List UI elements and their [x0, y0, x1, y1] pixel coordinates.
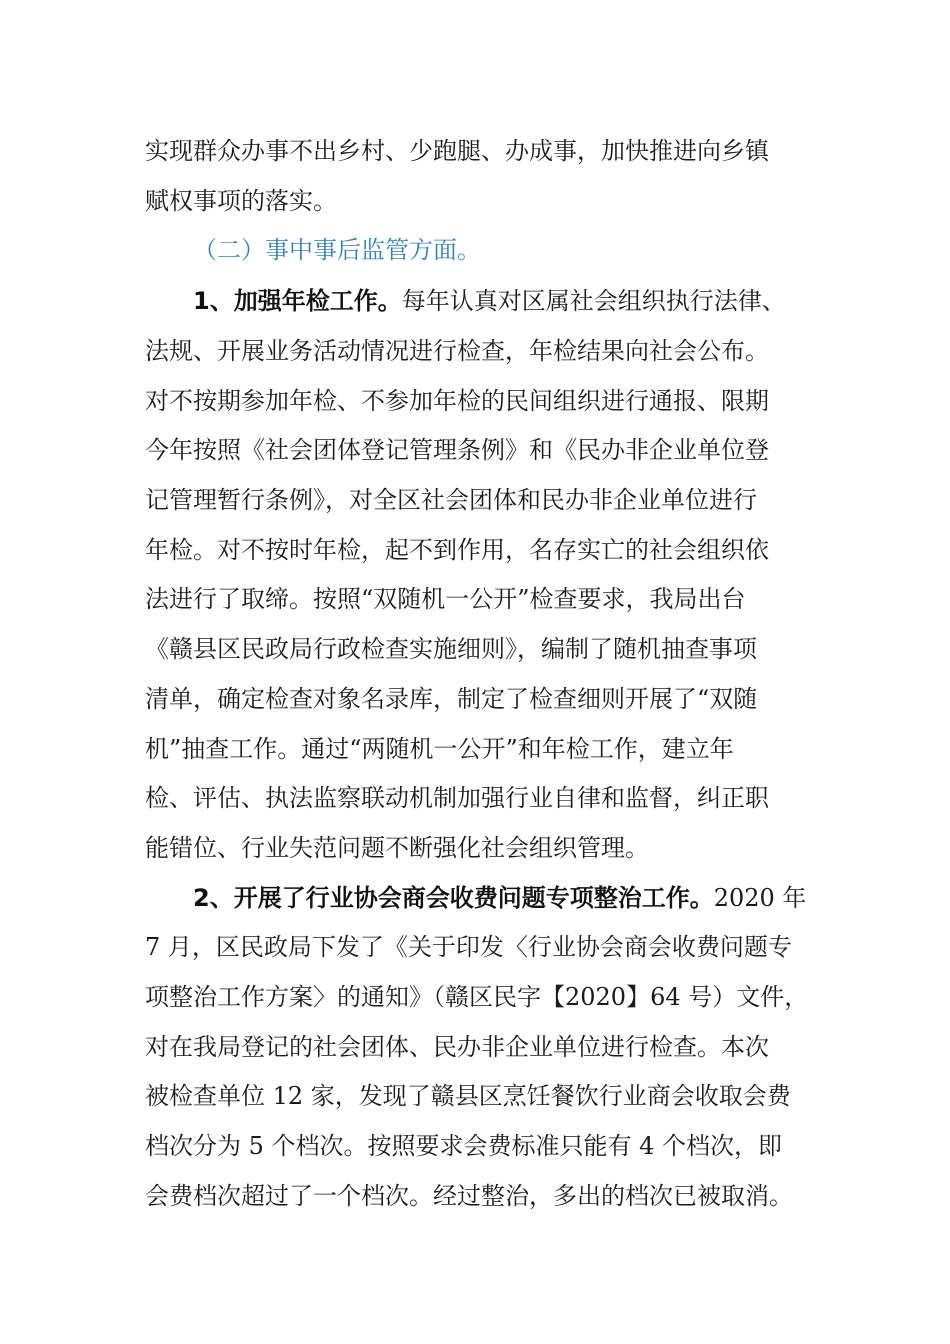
section-heading: （二）事中事后监管方面。: [193, 236, 481, 264]
text-line: 对在我局登记的社会团体、民办非企业单位进行检查。本次: [145, 1033, 769, 1061]
text-line: 赋权事项的落实。: [145, 187, 337, 215]
text-line: 《赣县区民政局行政检查实施细则》，编制了随机抽查事项: [145, 635, 757, 663]
item2-title: 2、开展了行业协会商会收费问题专项整治工作。: [193, 884, 714, 912]
text-line: 法规、开展业务活动情况进行检查，年检结果向社会公布。: [145, 337, 769, 365]
text-line: 机”抽查工作。通过“两随机一公开”和年检工作，建立年: [145, 735, 734, 763]
item1-first-line-text: 每年认真对区属社会组织执行法律、: [401, 287, 786, 315]
text-line: 对不按期参加年检、不参加年检的民间组织进行通报、限期: [145, 387, 769, 415]
text-line: 7 月，区民政局下发了《关于印发〈行业协会商会收费问题专: [145, 933, 792, 961]
item1-title: 1、加强年检工作。: [193, 287, 402, 315]
text-line: 实现群众办事不出乡村、少跑腿、办成事，加快推进向乡镇: [145, 137, 769, 165]
text-line: 会费档次超过了一个档次。经过整治，多出的档次已被取消。: [145, 1182, 793, 1210]
text-line: 记管理暂行条例》，对全区社会团体和民办非企业单位进行: [145, 486, 757, 514]
text-line: 法进行了取缔。按照“双随机一公开”检查要求，我局出台: [145, 585, 746, 613]
text-line: 清单，确定检查对象名录库，制定了检查细则开展了“双随: [145, 685, 758, 713]
item2-first-line-text: 2020 年: [713, 884, 807, 912]
text-line: 年检。对不按时年检，起不到作用，名存实亡的社会组织依: [145, 536, 769, 564]
text-line: 项整治工作方案〉的通知》（赣区民字【2020】64 号）文件，: [145, 983, 809, 1011]
text-line: 今年按照《社会团体登记管理条例》和《民办非企业单位登: [145, 436, 769, 464]
item2-first-line: [193, 878, 806, 918]
text-line: 检、评估、执法监察联动机制加强行业自律和监督，纠正职: [145, 784, 769, 812]
text-line: 档次分为 5 个档次。按照要求会费标准只能有 4 个档次，即: [145, 1132, 783, 1160]
text-line: 能错位、行业失范问题不断强化社会组织管理。: [145, 834, 649, 862]
text-line: 被检查单位 12 家，发现了赣县区烹饪餐饮行业商会收取会费: [145, 1082, 791, 1110]
item1-first-line: [193, 281, 786, 321]
